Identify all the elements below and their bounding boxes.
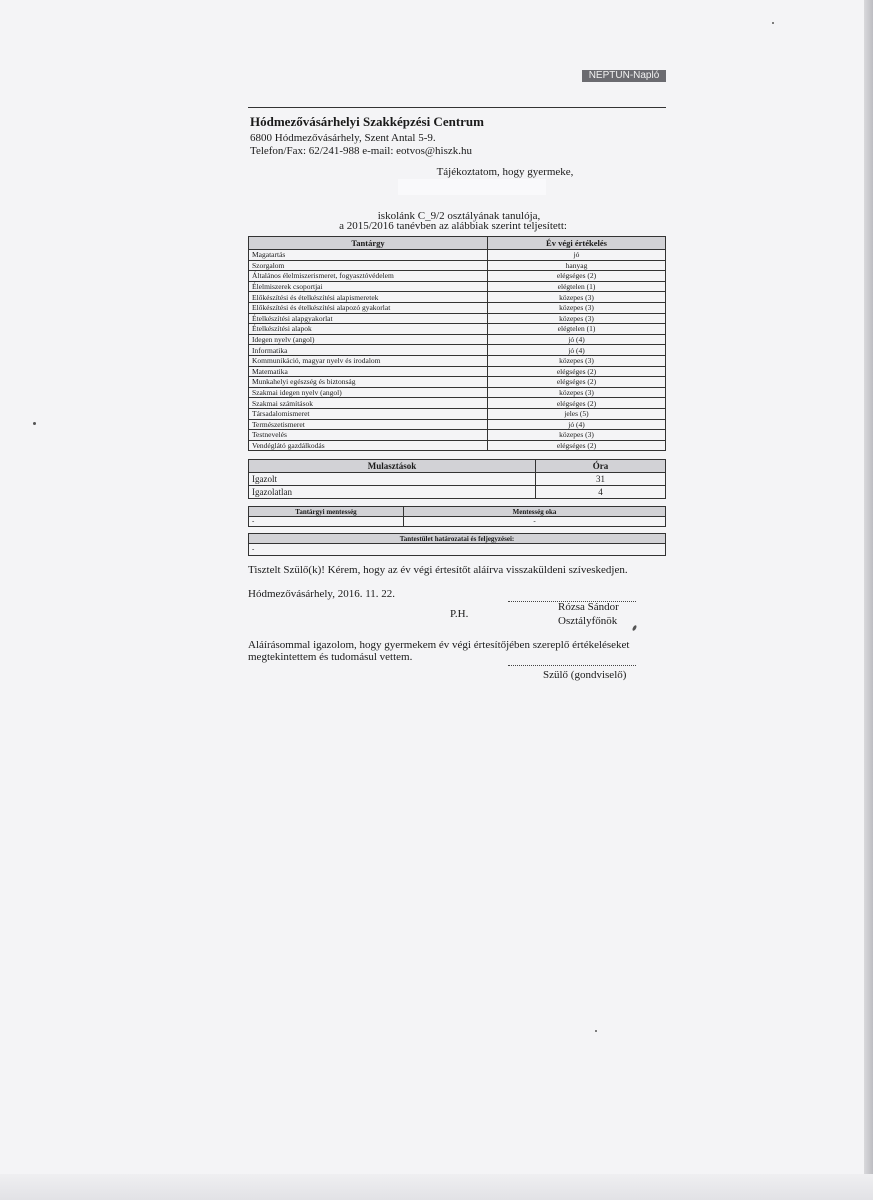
grade-row-cell-1: közepes (3)	[488, 313, 666, 324]
grade-row-cell-1: jó (4)	[488, 334, 666, 345]
confirmation-line-2: megtekintettem és tudomásul vettem.	[248, 651, 413, 663]
intro-line-1: Tájékoztatom, hogy gyermeke,	[436, 166, 574, 178]
grade-row-cell-0: Testnevelés	[249, 430, 488, 441]
exemptions-header-subject: Tantárgyi mentesség	[249, 507, 404, 517]
stamp-placeholder: P.H.	[450, 608, 469, 620]
grade-row-cell-1: jó	[488, 250, 666, 261]
staff-decisions-value: -	[249, 544, 666, 556]
parent-request-text: Tisztelt Szülő(k)! Kérem, hogy az év végi értesítőt aláírva visszaküldeni szíveskedjen.	[248, 564, 628, 576]
institution-name: Hódmezővásárhelyi Szakképzési Centrum	[250, 114, 484, 129]
scan-speck	[33, 422, 36, 425]
grade-row-cell-1: elégséges (2)	[488, 271, 666, 282]
grade-row-cell-0: Informatika	[249, 345, 488, 356]
grade-row	[249, 387, 666, 398]
neptun-badge: NEPTUN-Napló	[582, 70, 666, 82]
grade-row	[249, 292, 666, 303]
parent-signature-line	[508, 665, 636, 666]
grade-row	[249, 281, 666, 292]
grade-row-cell-0: Vendéglátó gazdálkodás	[249, 440, 488, 451]
grade-row-cell-1: közepes (3)	[488, 302, 666, 313]
grade-row	[249, 260, 666, 271]
grade-row	[249, 271, 666, 282]
grade-row-cell-0: Matematika	[249, 366, 488, 377]
exemptions-table	[248, 506, 666, 527]
absence-row-cell-1: 4	[536, 486, 666, 499]
grade-row-cell-1: elégséges (2)	[488, 366, 666, 377]
header-rule	[248, 107, 666, 108]
absences-table	[248, 459, 666, 499]
grade-row-cell-1: közepes (3)	[488, 387, 666, 398]
grade-row-cell-0: Szorgalom	[249, 260, 488, 271]
scan-speck	[772, 22, 774, 24]
grade-row	[249, 366, 666, 377]
grade-row-cell-1: elégséges (2)	[488, 440, 666, 451]
grade-row-cell-1: jeles (5)	[488, 408, 666, 419]
grade-row-cell-1: hanyag	[488, 260, 666, 271]
intro-line-2: iskolánk C_9/2 osztályának tanulója,	[377, 210, 541, 222]
exemption-row	[249, 517, 666, 527]
grade-row	[249, 324, 666, 335]
grade-row-cell-1: közepes (3)	[488, 355, 666, 366]
grade-row-cell-0: Idegen nyelv (angol)	[249, 334, 488, 345]
grade-row	[249, 408, 666, 419]
exemptions-header-reason: Mentesség oka	[404, 507, 666, 517]
grade-row-cell-0: Általános élelmiszerismeret, fogyasztóvédelem	[249, 271, 488, 282]
staff-decisions-table	[248, 533, 666, 556]
grade-row-cell-0: Magatartás	[249, 250, 488, 261]
grade-row-cell-0: Ételkészítési alapgyakorlat	[249, 313, 488, 324]
parent-label: Szülő (gondviselő)	[543, 669, 627, 681]
absence-row	[249, 473, 666, 486]
absences-header-hours: Óra	[536, 460, 666, 473]
institution-address: 6800 Hódmezővásárhely, Szent Antal 5-9.	[250, 132, 436, 144]
grades-header-subject: Tantárgy	[249, 237, 488, 250]
grade-row	[249, 440, 666, 451]
grade-row-cell-1: jó (4)	[488, 345, 666, 356]
grade-row-cell-0: Munkahelyi egészség és biztonság	[249, 377, 488, 388]
grade-row-cell-0: Természetismeret	[249, 419, 488, 430]
grade-row-cell-1: közepes (3)	[488, 292, 666, 303]
grade-row	[249, 302, 666, 313]
grade-row	[249, 377, 666, 388]
grade-row-cell-0: Szakmai számítások	[249, 398, 488, 409]
grade-row	[249, 419, 666, 430]
grade-row-cell-0: Kommunikáció, magyar nyelv és irodalom	[249, 355, 488, 366]
grades-table	[248, 236, 666, 451]
grade-row	[249, 313, 666, 324]
grade-row-cell-1: elégtelen (1)	[488, 281, 666, 292]
grade-row	[249, 355, 666, 366]
teacher-title: Osztályfőnök	[558, 615, 618, 627]
absence-row-cell-0: Igazolatlan	[249, 486, 536, 499]
grade-row-cell-0: Társadalomismeret	[249, 408, 488, 419]
grade-row	[249, 345, 666, 356]
grade-row-cell-1: elégtelen (1)	[488, 324, 666, 335]
grade-row-cell-1: jó (4)	[488, 419, 666, 430]
grade-row-cell-1: elégséges (2)	[488, 398, 666, 409]
absence-row-cell-0: Igazolt	[249, 473, 536, 486]
staff-decisions-header: Tantestület határozatai és feljegyzései:	[249, 534, 666, 544]
absence-row-cell-1: 31	[536, 473, 666, 486]
institution-contact: Telefon/Fax: 62/241-988 e-mail: eotvos@hiszk.hu	[250, 145, 472, 157]
absences-header-type: Mulasztások	[249, 460, 536, 473]
absence-row	[249, 486, 666, 499]
grade-row	[249, 430, 666, 441]
grade-row-cell-0: Előkészítési és ételkészítési alapismeretek	[249, 292, 488, 303]
grade-row	[249, 250, 666, 261]
grade-row-cell-0: Szakmai idegen nyelv (angol)	[249, 387, 488, 398]
scan-edge-bottom	[0, 1174, 873, 1200]
grade-row	[249, 398, 666, 409]
exemption-row-cell-1: -	[404, 517, 666, 527]
place-date: Hódmezővásárhely, 2016. 11. 22.	[248, 588, 396, 600]
grade-row-cell-1: közepes (3)	[488, 430, 666, 441]
teacher-name: Rózsa Sándor	[558, 601, 619, 613]
grade-row-cell-0: Élelmiszerek csoportjai	[249, 281, 488, 292]
confirmation-line-1: Aláírásommal igazolom, hogy gyermekem év végi értesítőjében szereplő értékeléseket	[248, 639, 630, 651]
grade-row-cell-1: elégséges (2)	[488, 377, 666, 388]
scan-speck	[595, 1030, 597, 1032]
student-name-redaction	[398, 179, 546, 195]
grade-row-cell-0: Ételkészítési alapok	[249, 324, 488, 335]
intro-line-3: a 2015/2016 tanévben az alábbiak szerint teljesített:	[339, 220, 567, 232]
grades-header-evaluation: Év végi értékelés	[488, 237, 666, 250]
scan-edge-right	[864, 0, 873, 1200]
exemption-row-cell-0: -	[249, 517, 404, 527]
ink-mark	[632, 625, 638, 632]
grade-row-cell-0: Előkészítési és ételkészítési alapozó gyakorlat	[249, 302, 488, 313]
grade-row	[249, 334, 666, 345]
